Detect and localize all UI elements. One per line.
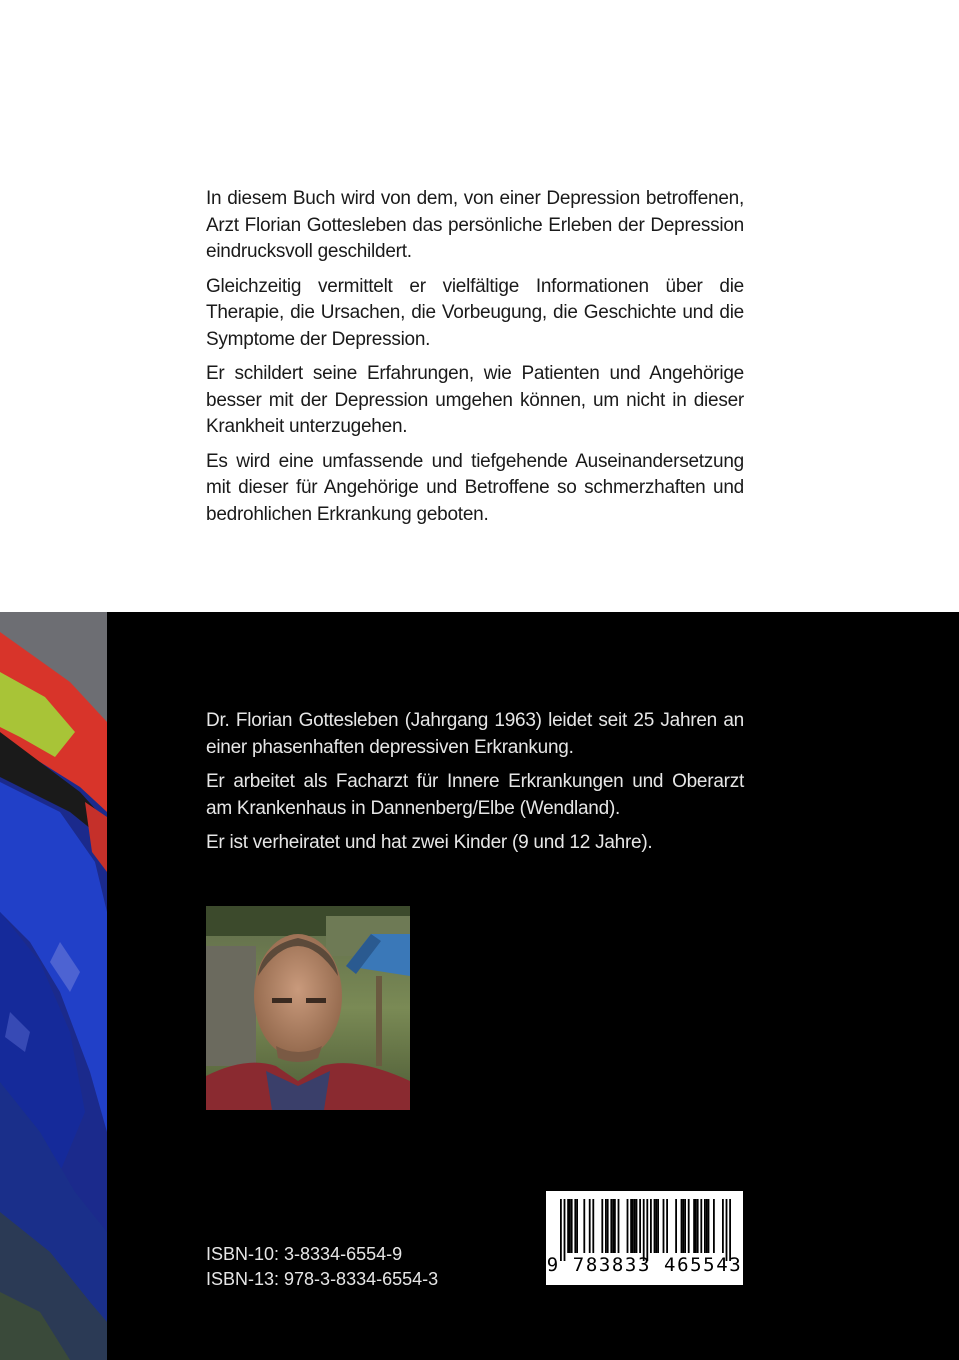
cover-painting-strip (0, 612, 107, 1360)
barcode-bar (567, 1199, 569, 1253)
author-portrait (206, 906, 410, 1110)
barcode (546, 1191, 743, 1285)
barcode-bar (726, 1199, 728, 1261)
barcode-bar (646, 1199, 648, 1261)
blurb-paragraph: Es wird eine umfassende und tiefgehende Auseinandersetzung mit dieser für Angehörige und Betroffene so schmerzhaften und bedrohlichen Erkrankung geboten. (206, 450, 744, 525)
book-blurb (206, 186, 744, 536)
barcode-bar (612, 1199, 614, 1253)
barcode-bar (576, 1199, 578, 1253)
blurb-paragraph: Er schildert seine Erfahrungen, wie Patienten und Angehörige besser mit der Depression umgehen können, um nicht in dieser Krankheit unterzugehen. (206, 363, 744, 437)
barcode-bar (569, 1199, 571, 1253)
barcode-bar (632, 1199, 634, 1253)
barcode-bar (681, 1199, 683, 1253)
blurb-paragraph: Gleichzeitig vermittelt er vielfältige Informationen über die Therapie, die Ursachen, die Vorbeugung, die Geschichte und die Symptome der Depression. (206, 275, 744, 350)
blurb-paragraph: In diesem Buch wird von dem, von einer Depression betroffenen, Arzt Florian Gottesleben das persönliche Erleben der Depression eindrucksvoll geschildert. (206, 188, 744, 262)
barcode-bar (630, 1199, 632, 1253)
barcode-bar (688, 1199, 690, 1253)
barcode-bar (592, 1199, 594, 1253)
barcode-bar (564, 1199, 566, 1261)
barcode-bar (560, 1199, 562, 1261)
barcode-bar (607, 1199, 609, 1253)
barcode-bar (614, 1199, 616, 1253)
barcode-bar (618, 1199, 620, 1253)
barcode-bar (729, 1199, 731, 1261)
barcode-bar (589, 1199, 591, 1253)
author-bio (206, 708, 744, 865)
barcode-bar (663, 1199, 665, 1253)
barcode-digits: 9 783833 465543 (546, 1254, 743, 1276)
author-paragraph: Er ist verheiratet und hat zwei Kinder (9 und 12 Jahre). (206, 832, 653, 853)
barcode-bar (643, 1199, 645, 1261)
barcode-bar (708, 1199, 710, 1253)
barcode-bar (610, 1199, 612, 1253)
barcode-bar (704, 1199, 706, 1253)
barcode-bar (636, 1199, 638, 1253)
barcode-bar (574, 1199, 576, 1253)
barcode-bar (684, 1199, 686, 1253)
barcode-bar (682, 1199, 684, 1253)
barcode-bar (605, 1199, 607, 1253)
barcode-bar (650, 1199, 652, 1253)
barcode-bar (693, 1199, 695, 1253)
back-cover-top (0, 0, 959, 612)
abstract-painting (0, 612, 107, 1360)
barcode-bar (695, 1199, 697, 1253)
barcode-bar (713, 1199, 715, 1253)
barcode-bar (655, 1199, 657, 1253)
barcode-bar (627, 1199, 629, 1253)
barcode-bar (657, 1199, 659, 1253)
barcode-bar (722, 1199, 724, 1253)
isbn-10: ISBN-10: 3-8334-6554-9 (206, 1244, 403, 1264)
back-cover-bottom (0, 612, 959, 1360)
isbn-13: ISBN-13: 978-3-8334-6554-3 (206, 1269, 439, 1289)
barcode-bar (697, 1199, 699, 1253)
barcode-bar (706, 1199, 708, 1253)
barcode-bar (639, 1199, 641, 1253)
isbn-block (206, 1242, 438, 1292)
barcode-bar (700, 1199, 702, 1253)
barcode-bar (666, 1199, 668, 1253)
barcode-bar (571, 1199, 573, 1253)
barcode-bar (654, 1199, 656, 1253)
author-photo (206, 906, 410, 1110)
author-paragraph: Dr. Florian Gottesleben (Jahrgang 1963) leidet seit 25 Jahren an einer phasenhaften depressiven Erkrankung. (206, 710, 744, 758)
barcode-bar (675, 1199, 677, 1253)
barcode-bar (601, 1199, 603, 1253)
barcode-bar (583, 1199, 585, 1253)
barcode-bar (634, 1199, 636, 1253)
author-paragraph: Er arbeitet als Facharzt für Innere Erkrankungen und Oberarzt am Krankenhaus in Dannenberg/Elbe (Wendland). (206, 771, 744, 819)
